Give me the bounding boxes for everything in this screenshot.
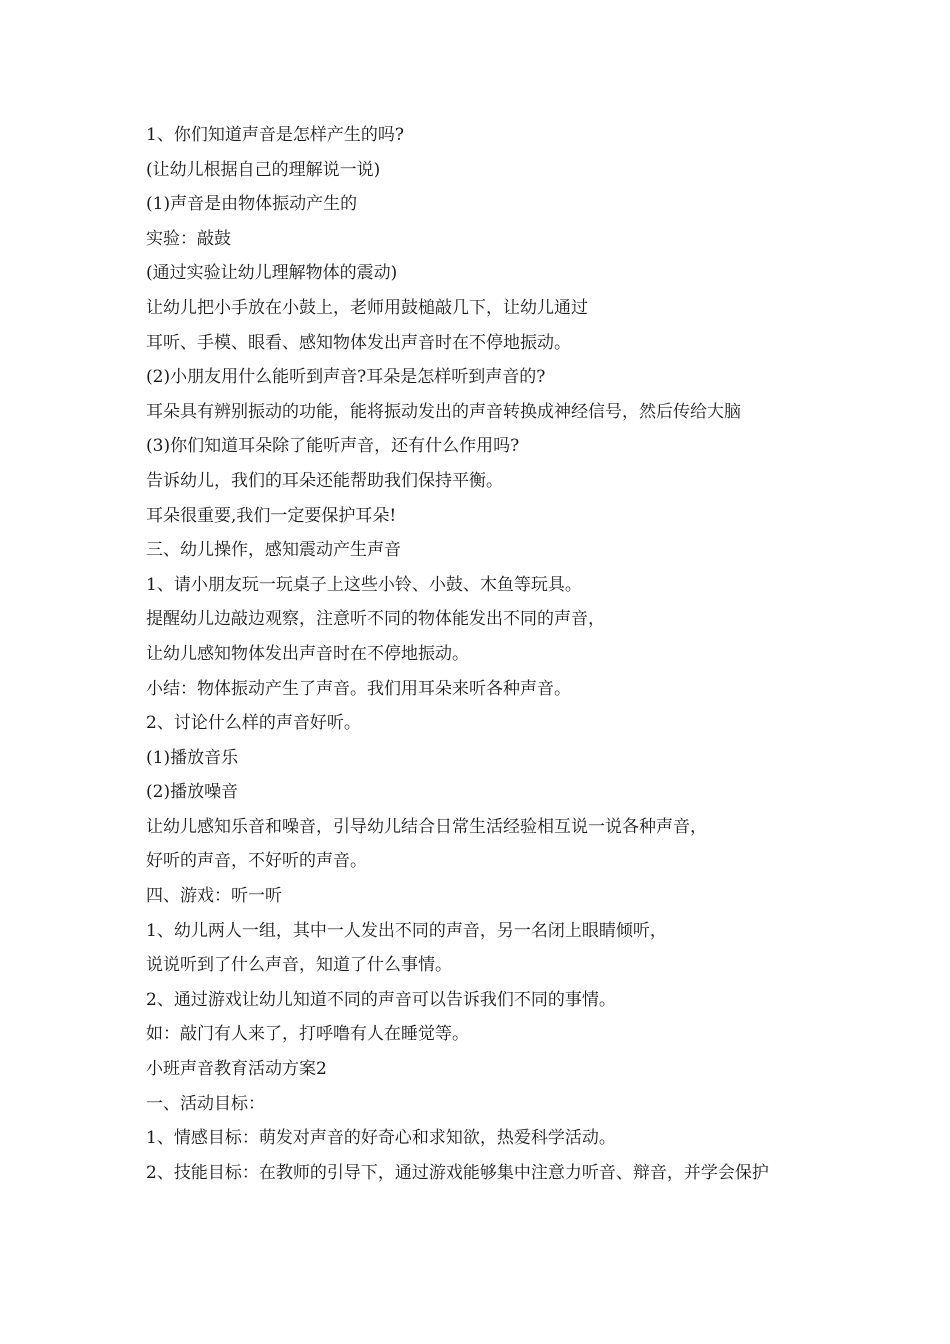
text-line: 如：敲门有人来了，打呼噜有人在睡觉等。	[146, 1024, 469, 1045]
text-line: 小结：物体振动产生了声音。我们用耳朵来听各种声音。	[146, 678, 571, 699]
text-line: 好听的声音，不好听的声音。	[146, 851, 367, 872]
text-line: (1)声音是由物体振动产生的	[146, 194, 358, 215]
text-line: 耳朵具有辨别振动的功能，能将振动发出的声音转换成神经信号，然后传给大脑	[146, 401, 741, 422]
document-body	[146, 118, 826, 1190]
text-line: 让幼儿把小手放在小鼓上，老师用鼓槌敲几下，让幼儿通过	[146, 297, 588, 318]
text-line: (3)你们知道耳朵除了能听声音，还有什么作用吗?	[146, 436, 520, 457]
text-line: (2)播放噪音	[146, 782, 239, 803]
text-line: 2、讨论什么样的声音好听。	[146, 713, 361, 734]
text-line: 耳听、手模、眼看、感知物体发出声音时在不停地振动。	[146, 332, 571, 353]
text-line: (通过实验让幼儿理解物体的震动)	[146, 263, 398, 284]
section-heading: 四、游戏：听一听	[146, 886, 282, 907]
text-line: 让幼儿感知物体发出声音时在不停地振动。	[146, 643, 469, 664]
text-line: 耳朵很重要,我们一定要保护耳朵!	[146, 505, 397, 526]
text-line: (让幼儿根据自己的理解说一说)	[146, 159, 381, 180]
text-line: 1、请小朋友玩一玩桌子上这些小铃、小鼓、木鱼等玩具。	[146, 574, 582, 595]
section-heading: 一、活动目标：	[146, 1093, 265, 1114]
text-line: 2、技能目标：在教师的引导下，通过游戏能够集中注意力听音、辩音，并学会保护	[146, 1162, 769, 1183]
text-line: 告诉幼儿，我们的耳朵还能帮助我们保持平衡。	[146, 470, 503, 491]
text-line: 实验：敲鼓	[146, 228, 231, 249]
text-line: 1、你们知道声音是怎样产生的吗?	[146, 125, 404, 145]
text-line: 1、情感目标：萌发对声音的好奇心和求知欲，热爱科学活动。	[146, 1128, 616, 1149]
text-line: 1、幼儿两人一组，其中一人发出不同的声音，另一名闭上眼睛倾听，	[146, 920, 667, 941]
document-title: 小班声音教育活动方案2	[146, 1059, 327, 1080]
section-heading: 三、幼儿操作，感知震动产生声音	[146, 540, 401, 561]
text-line: 2、通过游戏让幼儿知道不同的声音可以告诉我们不同的事情。	[146, 989, 616, 1010]
text-line: (1)播放音乐	[146, 747, 239, 768]
text-line: 提醒幼儿边敲边观察，注意听不同的物体能发出不同的声音，	[146, 609, 605, 630]
text-line: 让幼儿感知乐音和噪音，引导幼儿结合日常生活经验相互说一说各种声音，	[146, 816, 707, 837]
text-line: 说说听到了什么声音，知道了什么事情。	[146, 955, 452, 976]
text-line: (2)小朋友用什么能听到声音?耳朵是怎样听到声音的?	[146, 367, 546, 388]
